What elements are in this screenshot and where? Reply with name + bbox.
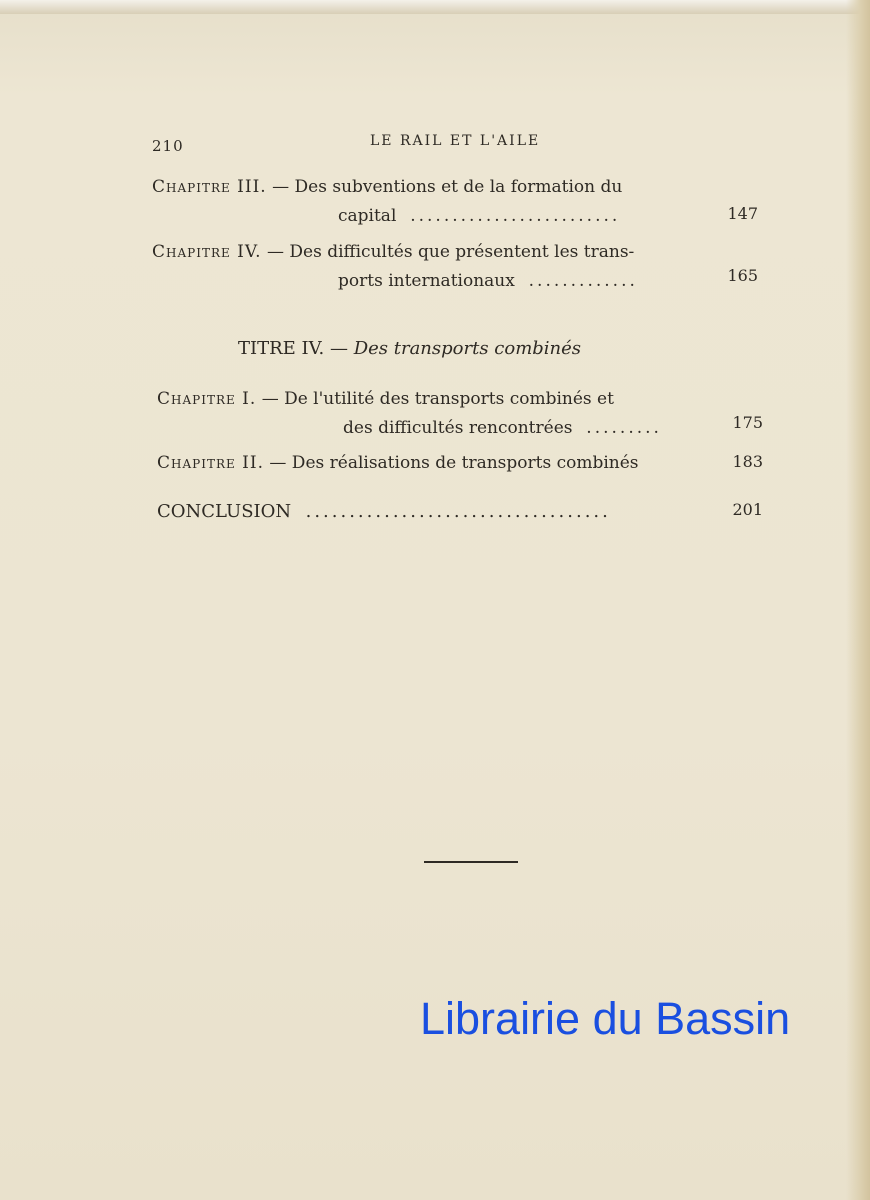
toc-entry-chapter-3 (152, 173, 700, 231)
watermark-text: Librairie du Bassin (420, 993, 791, 1044)
toc-entry-chapter-4 (152, 238, 700, 296)
toc-entry-chapter-2 (157, 449, 705, 478)
leader-dots: ......................... (401, 206, 621, 226)
titre-title: Des transports combinés (353, 338, 582, 359)
page-top-edge (0, 0, 870, 14)
page-ref-chapter-1: 175 (732, 413, 763, 432)
toc-entry-conclusion (157, 501, 705, 522)
toc-entry-chapter-1 (157, 385, 705, 443)
page-number: 210 (152, 137, 184, 155)
running-title: LE RAIL ET L'AILE (370, 133, 541, 149)
leader-dots: ......... (577, 418, 662, 438)
end-rule (424, 861, 518, 863)
page-ref-chapter-3: 147 (727, 204, 758, 223)
page-ref-chapter-2: 183 (732, 452, 763, 471)
leader-dots: ................................... (296, 501, 611, 522)
leader-dots: ............. (520, 271, 638, 291)
section-heading-titre-4 (238, 338, 581, 359)
chapter-label: Chapitre IV. (152, 242, 262, 262)
chapter-title-line2: capital (338, 206, 397, 226)
page-ref-chapter-4: 165 (727, 266, 758, 285)
conclusion-label: CONCLUSION (157, 501, 292, 522)
chapter-title-line1: — Des réalisations de transports combinés (269, 453, 639, 473)
chapter-label: Chapitre I. (157, 389, 257, 409)
chapter-label: Chapitre II. (157, 453, 264, 473)
chapter-title-line2: ports internationaux (338, 271, 515, 291)
chapter-title-line1: — De l'utilité des transports combinés et (261, 389, 614, 409)
titre-label: TITRE IV. — (238, 338, 348, 359)
page-right-edge (846, 0, 870, 1200)
chapter-title-line2: des difficultés rencontrées (343, 418, 573, 438)
chapter-label: Chapitre III. (152, 177, 267, 197)
page-ref-conclusion: 201 (732, 500, 763, 519)
chapter-title-line1: — Des difficultés que présentent les trans- (267, 242, 635, 262)
chapter-title-line1: — Des subventions et de la formation du (272, 177, 623, 197)
